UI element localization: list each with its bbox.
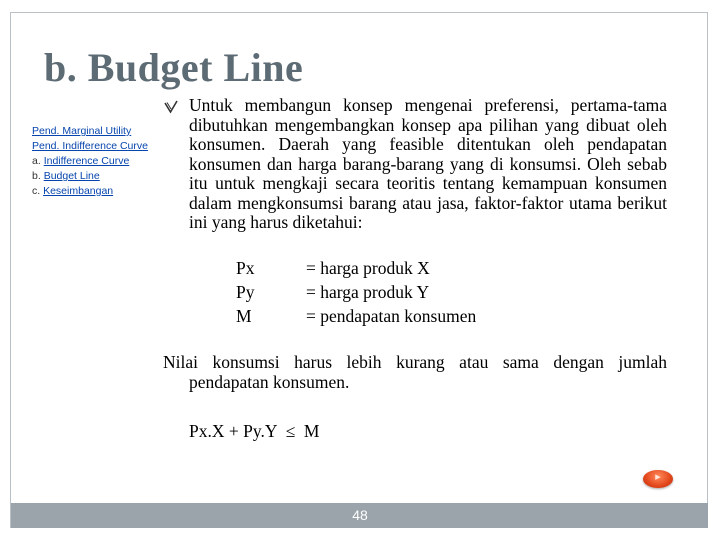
sidebar-item-prefix: c. [32, 185, 44, 197]
slide-title: b. Budget Line [44, 45, 304, 90]
sidebar-item-pend-indifference-curve [32, 139, 148, 154]
check-bullet-icon [164, 100, 178, 114]
variable-row [236, 256, 476, 280]
variable-row [236, 304, 476, 328]
sidebar-link-pend-marginal-utility[interactable]: Pend. Marginal Utility [32, 125, 132, 137]
next-arrow-icon: ▶ [655, 474, 661, 481]
sidebar-link-indifference-curve[interactable]: Indifference Curve [43, 155, 130, 167]
constraint-paragraph: Nilai konsumsi harus lebih kurang atau sama dengan jumlah pendapatan konsumen. [163, 352, 667, 392]
variable-list [236, 256, 476, 328]
variable-description: = harga produk X [306, 258, 430, 278]
sidebar-item-prefix: b. [32, 170, 44, 182]
budget-formula: Px.X + Py.Y ≤ M [189, 421, 320, 441]
intro-paragraph: Untuk membangun konsep mengenai preferensi, pertama-tama dibutuhkan mengembangkan konsep apa pilihan yang dibuat oleh konsumen. Daerah yang feasible ditentukan oleh pendapatan konsumen dan harga barang-barang yang di konsumsi. Oleh sebab itu untuk mengkaji secara teoritis tentang kemampuan konsumen dalam mengkonsumsi barang atau jasa, faktor-faktor utama berikut ini yang harus diketahui: [189, 95, 667, 232]
sidebar-nav [32, 124, 148, 199]
variable-name: M [236, 306, 252, 326]
sidebar-item-budget-line [32, 169, 148, 184]
next-slide-button[interactable] [643, 470, 673, 488]
sidebar-item-prefix: a. [32, 155, 44, 167]
sidebar-link-budget-line[interactable]: Budget Line [43, 170, 100, 182]
sidebar-item-indifference-curve [32, 154, 148, 169]
variable-row [236, 280, 476, 304]
sidebar-item-pend-marginal-utility [32, 124, 148, 139]
variable-name: Py [236, 282, 255, 302]
variable-description: = harga produk Y [306, 282, 430, 302]
variable-name: Px [236, 258, 255, 278]
variable-description: = pendapatan konsumen [306, 306, 477, 326]
main-content [189, 96, 667, 233]
sidebar-link-keseimbangan[interactable]: Keseimbangan [43, 185, 114, 197]
page-number: 48 [352, 507, 368, 523]
sidebar-link-pend-indifference-curve[interactable]: Pend. Indifference Curve [32, 140, 148, 152]
sidebar-item-keseimbangan [32, 184, 148, 199]
